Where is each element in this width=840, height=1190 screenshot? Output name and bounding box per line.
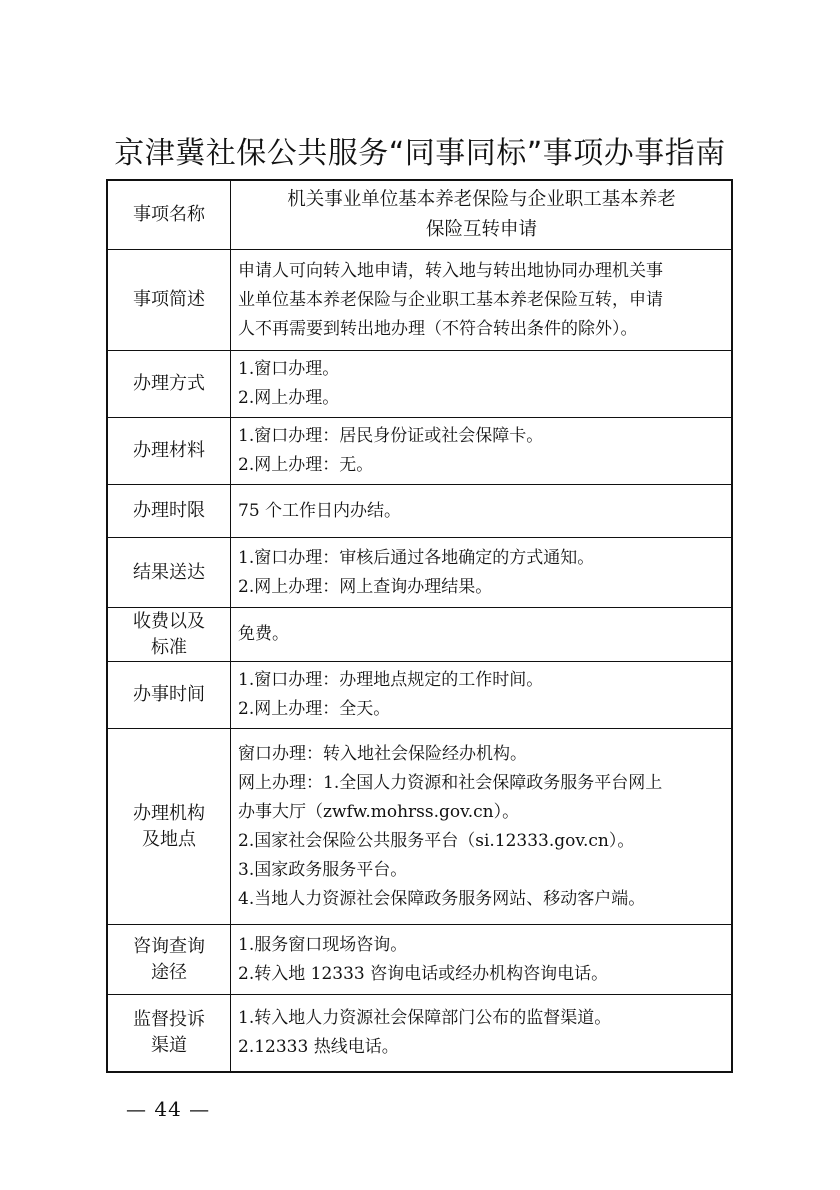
- page-number: — 44 —: [126, 1097, 211, 1121]
- row-label: [107, 729, 231, 925]
- row-value: [231, 662, 733, 729]
- value-line: 窗口办理：转入地社会保险经办机构。: [238, 743, 527, 764]
- table-row: [107, 485, 732, 538]
- table-row: [107, 250, 732, 351]
- row-value: [231, 608, 733, 662]
- label-line: 途径: [151, 961, 187, 983]
- row-value: [231, 250, 733, 351]
- row-value: [231, 180, 733, 250]
- value-line: 2.网上办理：全天。: [238, 699, 391, 719]
- row-label: [107, 925, 231, 995]
- row-value: [231, 418, 733, 485]
- value-line: 保险互转申请: [425, 219, 537, 240]
- value-line: 申请人可向转入地申请，转入地与转出地协同办理机关事: [238, 260, 663, 281]
- table-row: [107, 351, 732, 418]
- value-line: 业单位基本养老保险与企业职工基本养老保险互转，申请: [238, 289, 663, 310]
- value-line: 2.网上办理：网上查询办理结果。: [238, 576, 493, 597]
- row-label: 办理时限: [107, 485, 231, 538]
- table-row: [107, 925, 732, 995]
- row-label: [107, 608, 231, 662]
- row-label: [107, 995, 231, 1072]
- row-label: 办理方式: [107, 351, 231, 418]
- value-line: 1.转入地人力资源社会保障部门公布的监督渠道。: [238, 1007, 612, 1028]
- value-line: 2.国家社会保险公共服务平台（si.12333.gov.cn）。: [238, 830, 635, 851]
- row-label: 事项简述: [107, 250, 231, 351]
- table-row: [107, 180, 732, 250]
- table-row: [107, 608, 732, 662]
- label-line: 收费以及: [133, 610, 205, 632]
- table-row: [107, 729, 732, 925]
- value-line: 1.窗口办理：居民身份证或社会保障卡。: [238, 426, 544, 446]
- label-line: 办理机构: [133, 802, 205, 824]
- table-row: [107, 995, 732, 1072]
- row-value: [231, 538, 733, 608]
- table-row: [107, 662, 732, 729]
- table-row: [107, 418, 732, 485]
- row-value: [231, 351, 733, 418]
- value-line: 网上办理：1.全国人力资源和社会保障政务服务平台网上: [238, 772, 663, 793]
- value-line: 3.国家政务服务平台。: [238, 859, 408, 880]
- value-line: 75 个工作日内办结。: [238, 500, 402, 521]
- label-line: 渠道: [151, 1034, 187, 1056]
- table-row: [107, 538, 732, 608]
- label-line: 咨询查询: [133, 935, 205, 957]
- row-label: 结果送达: [107, 538, 231, 608]
- value-line: 2.转入地 12333 咨询电话或经办机构咨询电话。: [238, 963, 609, 984]
- row-label: 办理材料: [107, 418, 231, 485]
- value-line: 1.服务窗口现场咨询。: [238, 934, 408, 955]
- value-line: 2.12333 热线电话。: [238, 1036, 399, 1057]
- row-value: [231, 925, 733, 995]
- row-value: [231, 995, 733, 1072]
- value-line: 办事大厅（zwfw.mohrss.gov.cn）。: [238, 801, 520, 822]
- value-line: 1.窗口办理。: [238, 359, 340, 379]
- row-label: 事项名称: [107, 180, 231, 250]
- value-line: 4.当地人力资源社会保障政务服务网站、移动客户端。: [238, 888, 646, 909]
- value-line: 2.网上办理。: [238, 388, 340, 408]
- row-value: [231, 729, 733, 925]
- value-line: 免费。: [238, 624, 289, 644]
- value-line: 1.窗口办理：办理地点规定的工作时间。: [238, 670, 544, 690]
- value-line: 机关事业单位基本养老保险与企业职工基本养老: [287, 189, 676, 210]
- row-label: 办事时间: [107, 662, 231, 729]
- value-line: 2.网上办理：无。: [238, 455, 374, 475]
- value-line: 人不再需要到转出地办理（不符合转出条件的除外）。: [238, 318, 638, 339]
- guide-table: [106, 179, 733, 1073]
- label-line: 标准: [151, 636, 187, 658]
- value-line: 1.窗口办理：审核后通过各地确定的方式通知。: [238, 547, 595, 568]
- label-line: 及地点: [142, 828, 196, 850]
- label-line: 监督投诉: [133, 1008, 205, 1030]
- page-title: 京津冀社保公共服务“同事同标”事项办事指南: [114, 136, 726, 171]
- row-value: [231, 485, 733, 538]
